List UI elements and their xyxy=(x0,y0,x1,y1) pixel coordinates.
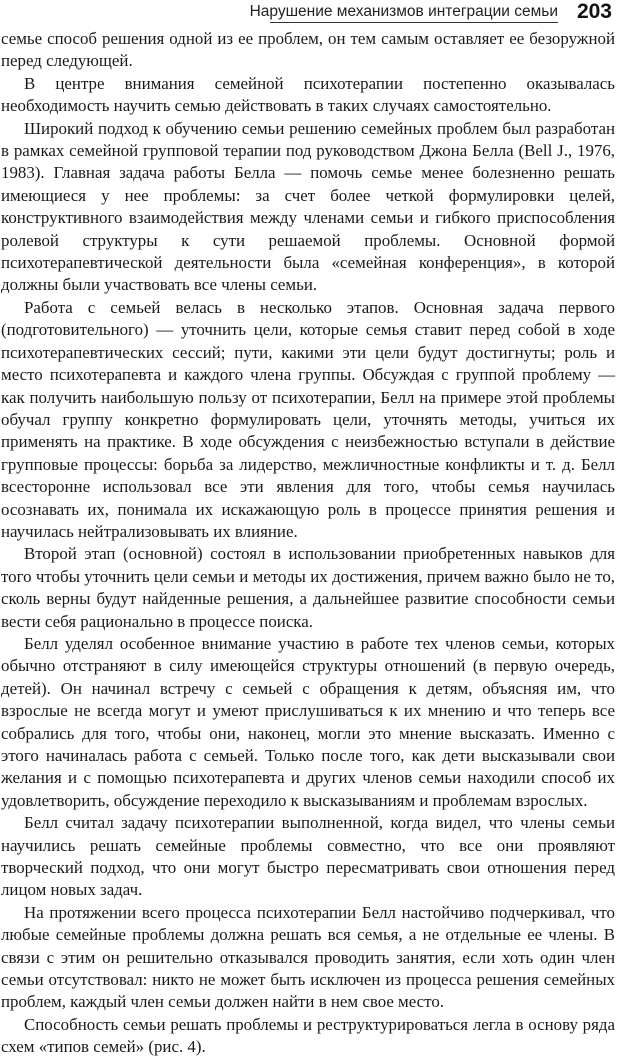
paragraph: Белл уделял особенное внимание участию в работе тех членов семьи, которых обычно отстраняют в силу имеющейся структуры отношений (в первую очередь, детей). Он начинал встречу с семьей с обращения к детям, объясняя им, что взрослые не всегда могут и умеют прислушиваться к их мнению и что теперь все собрались для того, чтобы они, наконец, могли это мнение высказать. Именно с этого начиналась работа с семьей. Только после того, как дети высказывали свои желания и с помощью психотерапевта и других членов семьи находили способ их удовлетворить, обсуждение переходило к высказываниям и проблемам взрослых. xyxy=(1,633,615,810)
header-rule xyxy=(270,22,558,23)
paragraph: В центре внимания семейной психотерапии постепенно оказывалась необходимость научить семью действовать в таких случаях самостоятельно. xyxy=(1,73,615,116)
paragraph: Работа с семьей велась в несколько этапов. Основная задача первого (подготовительного) — уточнить цели, которые семья ставит перед собой в ходе психотерапевтических сессий; пути, какими эти цели будут достигнуты; роль и место психотерапевта и каждого члена группы. Обсуждая с группой проблему — как получить наибольшую пользу от психотерапии, Белл на примере этой проблемы обучал группу конкретно формулировать цели, уточнять методы, учиться их применять на практике. В ходе обсуждения с неизбежностью вступали в действие групповые процессы: борьба за лидерство, межличностные конфликты и т. д. Белл всесторонне использовал все эти явления для того, чтобы семья научилась осознавать их, понимала их искажающую роль в процессе принятия решения и научилась нейтрализовывать их влияние. xyxy=(1,297,615,541)
running-header-title: Нарушение механизмов интеграции семьи xyxy=(249,3,558,20)
paragraph: Широкий подход к обучению семьи решению семейных проблем был разработан в рамках семейной групповой терапии под руководством Джона Белла (Bell J., 1976, 1983). Главная задача работы Белла — помочь семье менее болезненно решать имеющиеся у нее проблемы: за счет более четкой формулировки целей, конструктивного взаимодействия между членами семьи и гибкого приспособления ролевой структуры к сути решаемой проблемы. Основной формой психотерапевтической деятельности была «семейная конференция», в которой должны были участвовать все члены семьи. xyxy=(1,118,615,295)
paragraph: На протяжении всего процесса психотерапии Белл настойчиво подчеркивал, что любые семейные проблемы должна решать вся семья, а не отдельные ее члены. В связи с этим он решительно отказывался проводить занятия, если хоть один член семьи отсутствовал: никто не может быть исключен из процесса решения семейных проблем, каждый член семьи должен найти в нем свое место. xyxy=(1,902,615,1012)
paragraph: Второй этап (основной) состоял в использовании приобретенных навыков для того чтобы уточнить цели семьи и методы их достижения, причем важно было не то, сколь верны будут найденные решения, а дальнейшее развитие способности семьи вести себя рационально в процессе поиска. xyxy=(1,544,615,631)
body-text xyxy=(1,28,615,1059)
paragraph: Белл считал задачу психотерапии выполненной, когда видел, что члены семьи научились решать семейные проблемы совместно, что все они проявляют творческий подход, что они могут быстро пересматривать свои отношения перед лицом новых задач. xyxy=(1,813,615,900)
page-number: 203 xyxy=(576,0,612,23)
running-header xyxy=(0,0,620,26)
paragraph: Способность семьи решать проблемы и реструктурироваться легла в основу ряда схем «типов семей» (рис. 4). xyxy=(1,1014,615,1057)
paragraph: семье способ решения одной из ее проблем, он тем самым оставляет ее безоружной перед следующей. xyxy=(1,29,615,71)
